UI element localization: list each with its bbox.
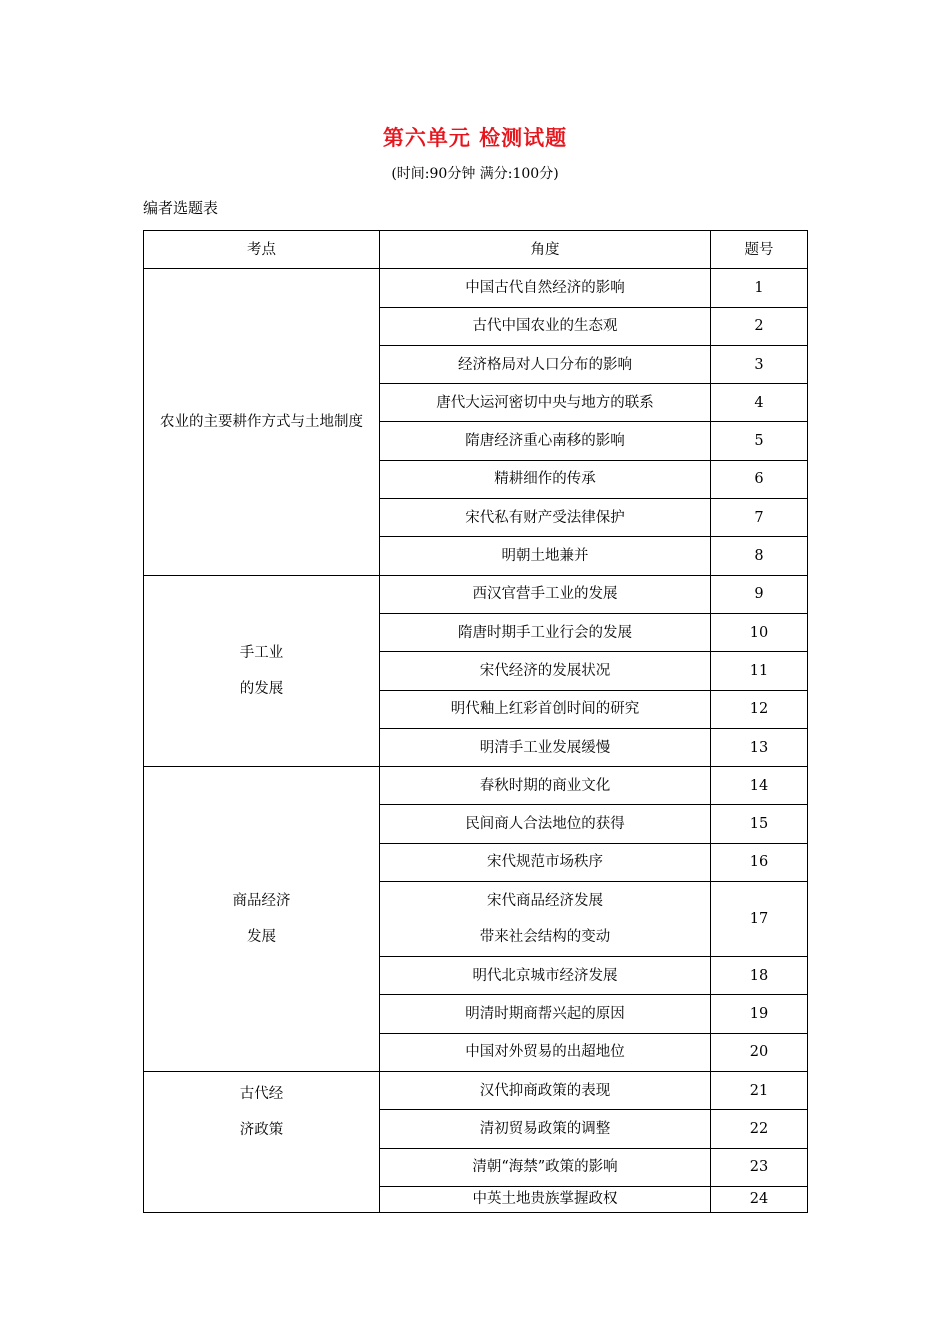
topic-line: 古代经 [239, 1085, 284, 1102]
number-cell: 9 [711, 575, 808, 613]
angle-cell: 明清手工业发展缓慢 [380, 728, 711, 766]
table-header-row [144, 231, 808, 269]
angle-cell: 宋代私有财产受法律保护 [380, 499, 711, 537]
topic-cell [144, 575, 380, 766]
angle-cell: 精耕细作的传承 [380, 460, 711, 498]
number-cell: 2 [711, 307, 808, 345]
angle-cell: 明代釉上红彩首创时间的研究 [380, 690, 711, 728]
topic-line: 手工业 [239, 644, 284, 661]
number-cell: 7 [711, 499, 808, 537]
number-cell: 15 [711, 805, 808, 843]
angle-line: 带来社会结构的变动 [479, 929, 611, 946]
angle-cell: 唐代大运河密切中央与地方的联系 [380, 384, 711, 422]
number-cell: 8 [711, 537, 808, 575]
number-cell: 11 [711, 652, 808, 690]
angle-cell: 清初贸易政策的调整 [380, 1110, 711, 1148]
number-cell: 12 [711, 690, 808, 728]
angle-cell: 西汉官营手工业的发展 [380, 575, 711, 613]
number-cell: 22 [711, 1110, 808, 1148]
number-cell: 20 [711, 1033, 808, 1071]
number-cell: 14 [711, 767, 808, 805]
exam-info: (时间:90分钟 满分:100分) [391, 166, 559, 182]
number-cell: 3 [711, 345, 808, 383]
table-caption: 编者选题表 [143, 199, 219, 217]
angle-line: 宋代商品经济发展 [487, 893, 603, 910]
angle-cell: 中英土地贵族掌握政权 [380, 1186, 711, 1212]
header-number: 题号 [711, 231, 808, 269]
angle-cell: 春秋时期的商业文化 [380, 767, 711, 805]
angle-cell: 明代北京城市经济发展 [380, 957, 711, 995]
number-cell: 23 [711, 1148, 808, 1186]
number-cell: 19 [711, 995, 808, 1033]
topic-cell [144, 1071, 380, 1212]
angle-cell: 宋代规范市场秩序 [380, 843, 711, 881]
topic-line: 商品经济 [232, 893, 291, 910]
angle-cell: 宋代经济的发展状况 [380, 652, 711, 690]
angle-cell [380, 882, 711, 957]
page-title: 第六单元 检测试题 [382, 126, 568, 150]
header-topic: 考点 [144, 231, 380, 269]
angle-cell: 汉代抑商政策的表现 [380, 1071, 711, 1109]
number-cell: 24 [711, 1186, 808, 1212]
number-cell: 10 [711, 613, 808, 651]
angle-cell: 清朝“海禁”政策的影响 [380, 1148, 711, 1186]
table-row [144, 767, 808, 805]
angle-cell: 古代中国农业的生态观 [380, 307, 711, 345]
angle-cell: 明朝土地兼并 [380, 537, 711, 575]
number-cell: 6 [711, 460, 808, 498]
table-row [144, 575, 808, 613]
number-cell: 16 [711, 843, 808, 881]
number-cell: 5 [711, 422, 808, 460]
number-cell: 4 [711, 384, 808, 422]
number-cell: 17 [711, 882, 808, 957]
table-row [144, 1071, 808, 1109]
number-cell: 18 [711, 957, 808, 995]
angle-cell: 民间商人合法地位的获得 [380, 805, 711, 843]
number-cell: 13 [711, 728, 808, 766]
angle-cell: 隋唐时期手工业行会的发展 [380, 613, 711, 651]
question-selection-table [143, 230, 808, 1213]
topic-line: 的发展 [239, 680, 284, 697]
header-angle: 角度 [380, 231, 711, 269]
topic-line: 发展 [247, 929, 276, 946]
angle-cell: 明清时期商帮兴起的原因 [380, 995, 711, 1033]
angle-cell: 中国古代自然经济的影响 [380, 269, 711, 307]
angle-cell: 中国对外贸易的出超地位 [380, 1033, 711, 1071]
topic-cell: 农业的主要耕作方式与土地制度 [144, 269, 380, 575]
angle-cell: 隋唐经济重心南移的影响 [380, 422, 711, 460]
number-cell: 1 [711, 269, 808, 307]
angle-cell: 经济格局对人口分布的影响 [380, 345, 711, 383]
table-row [144, 269, 808, 307]
number-cell: 21 [711, 1071, 808, 1109]
topic-line: 济政策 [239, 1121, 284, 1138]
topic-cell [144, 767, 380, 1072]
